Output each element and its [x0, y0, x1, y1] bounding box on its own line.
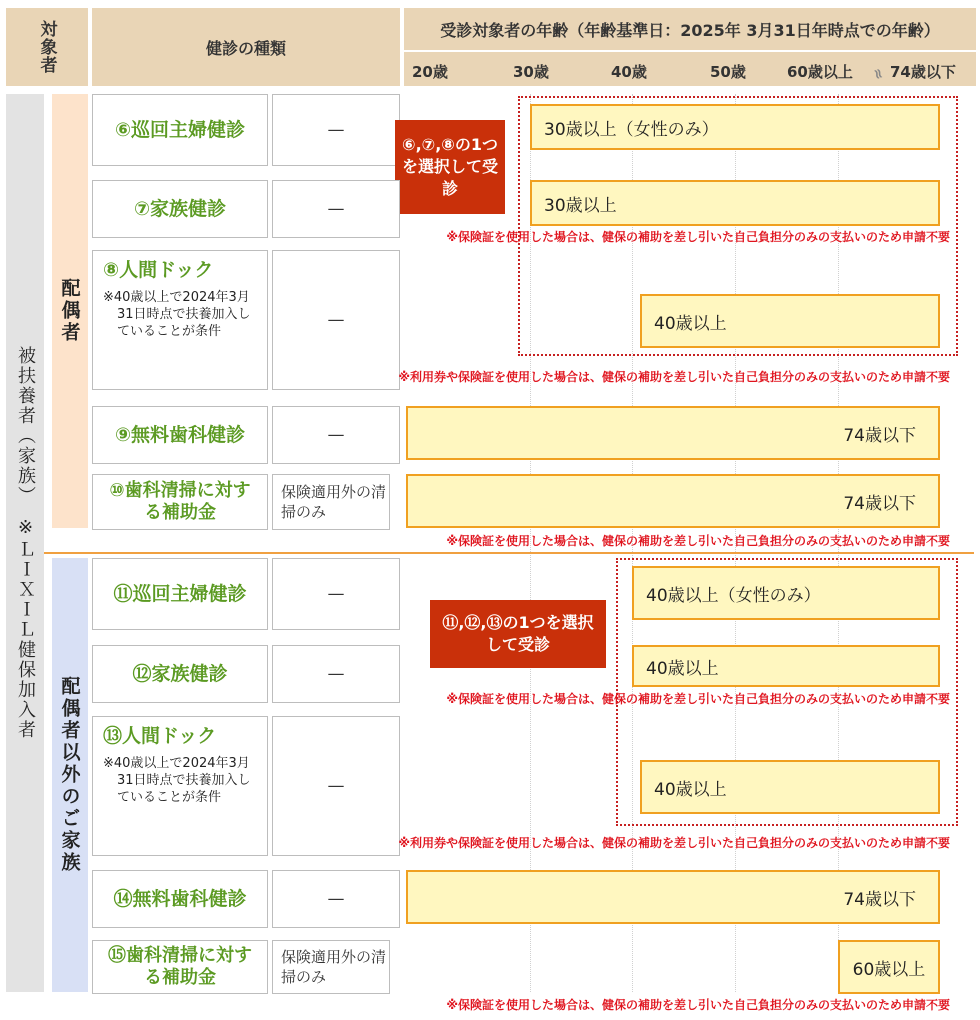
- row-12-name: ⑫家族健診: [132, 663, 228, 685]
- row-12-warning: ※保険証を使用した場合は、健保の補助を差し引いた自己負担分のみの支払いのため申請不要: [446, 692, 950, 706]
- row-6-age-bar: 30歳以上（女性のみ）: [530, 104, 940, 150]
- row-11-name-cell: [92, 558, 268, 630]
- row-10-name: ⑩歯科清掃に対する補助金: [109, 480, 251, 523]
- row-15-name-cell: [92, 940, 268, 994]
- row-14-condition: —: [272, 870, 400, 928]
- row-12-name-cell: [92, 645, 268, 703]
- row-11-age-bar: 40歳以上（女性のみ）: [632, 566, 940, 620]
- spouse-choose-note: [395, 120, 505, 214]
- tick-30: 30歳: [513, 63, 549, 81]
- row-15-name: ⑮歯科清掃に対する補助金: [108, 945, 252, 988]
- other-family-band: [52, 558, 88, 992]
- header-target-cell: [6, 8, 88, 86]
- axis-break-icon: ≈: [868, 65, 888, 83]
- header-type-cell: [92, 8, 400, 86]
- row-6-name-cell: [92, 94, 268, 166]
- outer-band: [6, 94, 44, 992]
- row-9-condition: —: [272, 406, 400, 464]
- row-9-name-cell: [92, 406, 268, 464]
- row-15-warning: ※保険証を使用した場合は、健保の補助を差し引いた自己負担分のみの支払いのため申請不要: [446, 998, 950, 1012]
- row-10-name-cell: [92, 474, 268, 530]
- section-separator: [44, 552, 974, 554]
- header-type-label: 健診の種類: [205, 38, 286, 58]
- row-8-note: ※40歳以上で2024年3月31日時点で扶養加入していることが条件: [103, 290, 251, 339]
- header-age-title-cell: [404, 8, 976, 50]
- header-target-label: 対象者: [36, 20, 57, 74]
- header-age-title: 受診対象者の年齢（年齢基準日：2025年 3月31日年時点での年齢）: [440, 20, 940, 40]
- row-13-condition: —: [272, 716, 400, 856]
- other-choose-note: [430, 600, 606, 668]
- row-11-condition: —: [272, 558, 400, 630]
- row-13-name: ⑬人間ドック: [103, 725, 217, 747]
- tick-20: 20歳: [412, 63, 448, 81]
- row-10-condition: 保険適用外の清掃のみ: [272, 474, 390, 530]
- row-8-age-bar: 40歳以上: [640, 294, 940, 348]
- other-choose-text: ⑪,⑫,⑬の1つを選択して受診: [442, 613, 594, 654]
- row-13-age-bar: 40歳以上: [640, 760, 940, 814]
- row-8-warning: ※利用券や保険証を使用した場合は、健保の補助を差し引いた自己負担分のみの支払いのため申請不要: [398, 370, 950, 384]
- row-14-name: ⑭無料歯科健診: [113, 888, 247, 910]
- row-9-age-bar: 74歳以下: [406, 406, 940, 460]
- row-11-name: ⑪巡回主婦健診: [113, 583, 247, 605]
- spouse-band-label: 配偶者: [58, 278, 81, 344]
- row-6-name: ⑥巡回主婦健診: [114, 119, 246, 141]
- row-10-warning: ※保険証を使用した場合は、健保の補助を差し引いた自己負担分のみの支払いのため申請不要: [446, 534, 950, 548]
- row-14-age-bar: 74歳以下: [406, 870, 940, 924]
- row-9-name: ⑨無料歯科健診: [114, 424, 246, 446]
- outer-band-label: 被扶養者（家族） ※ＬＩＸＩＬ健保加入者: [15, 346, 36, 740]
- spouse-band: [52, 94, 88, 528]
- spouse-choose-text: ⑥,⑦,⑧の1つを選択して受診: [401, 135, 498, 198]
- row-15-condition: 保険適用外の清掃のみ: [272, 940, 390, 994]
- row-8-name: ⑧人間ドック: [103, 259, 214, 281]
- row-8-name-cell: [92, 250, 268, 390]
- row-6-condition: —: [272, 94, 400, 166]
- tick-74: 74歳以下: [890, 63, 956, 81]
- row-7-name-cell: [92, 180, 268, 238]
- row-13-warning: ※利用券や保険証を使用した場合は、健保の補助を差し引いた自己負担分のみの支払いのため申請不要: [398, 836, 950, 850]
- tick-60: 60歳以上: [787, 63, 853, 81]
- other-family-band-label: 配偶者以外のご家族: [58, 676, 81, 874]
- row-10-age-bar: 74歳以下: [406, 474, 940, 528]
- row-13-note: ※40歳以上で2024年3月31日時点で扶養加入していることが条件: [103, 756, 251, 805]
- row-13-name-cell: [92, 716, 268, 856]
- row-7-warning: ※保険証を使用した場合は、健保の補助を差し引いた自己負担分のみの支払いのため申請不要: [446, 230, 950, 244]
- row-14-name-cell: [92, 870, 268, 928]
- row-12-condition: —: [272, 645, 400, 703]
- row-7-age-bar: 30歳以上: [530, 180, 940, 226]
- row-7-condition: —: [272, 180, 400, 238]
- tick-40: 40歳: [611, 63, 647, 81]
- row-15-age-bar: 60歳以上: [838, 940, 940, 994]
- row-7-name: ⑦家族健診: [133, 198, 227, 220]
- row-12-age-bar: 40歳以上: [632, 645, 940, 687]
- tick-50: 50歳: [710, 63, 746, 81]
- row-8-condition: —: [272, 250, 400, 390]
